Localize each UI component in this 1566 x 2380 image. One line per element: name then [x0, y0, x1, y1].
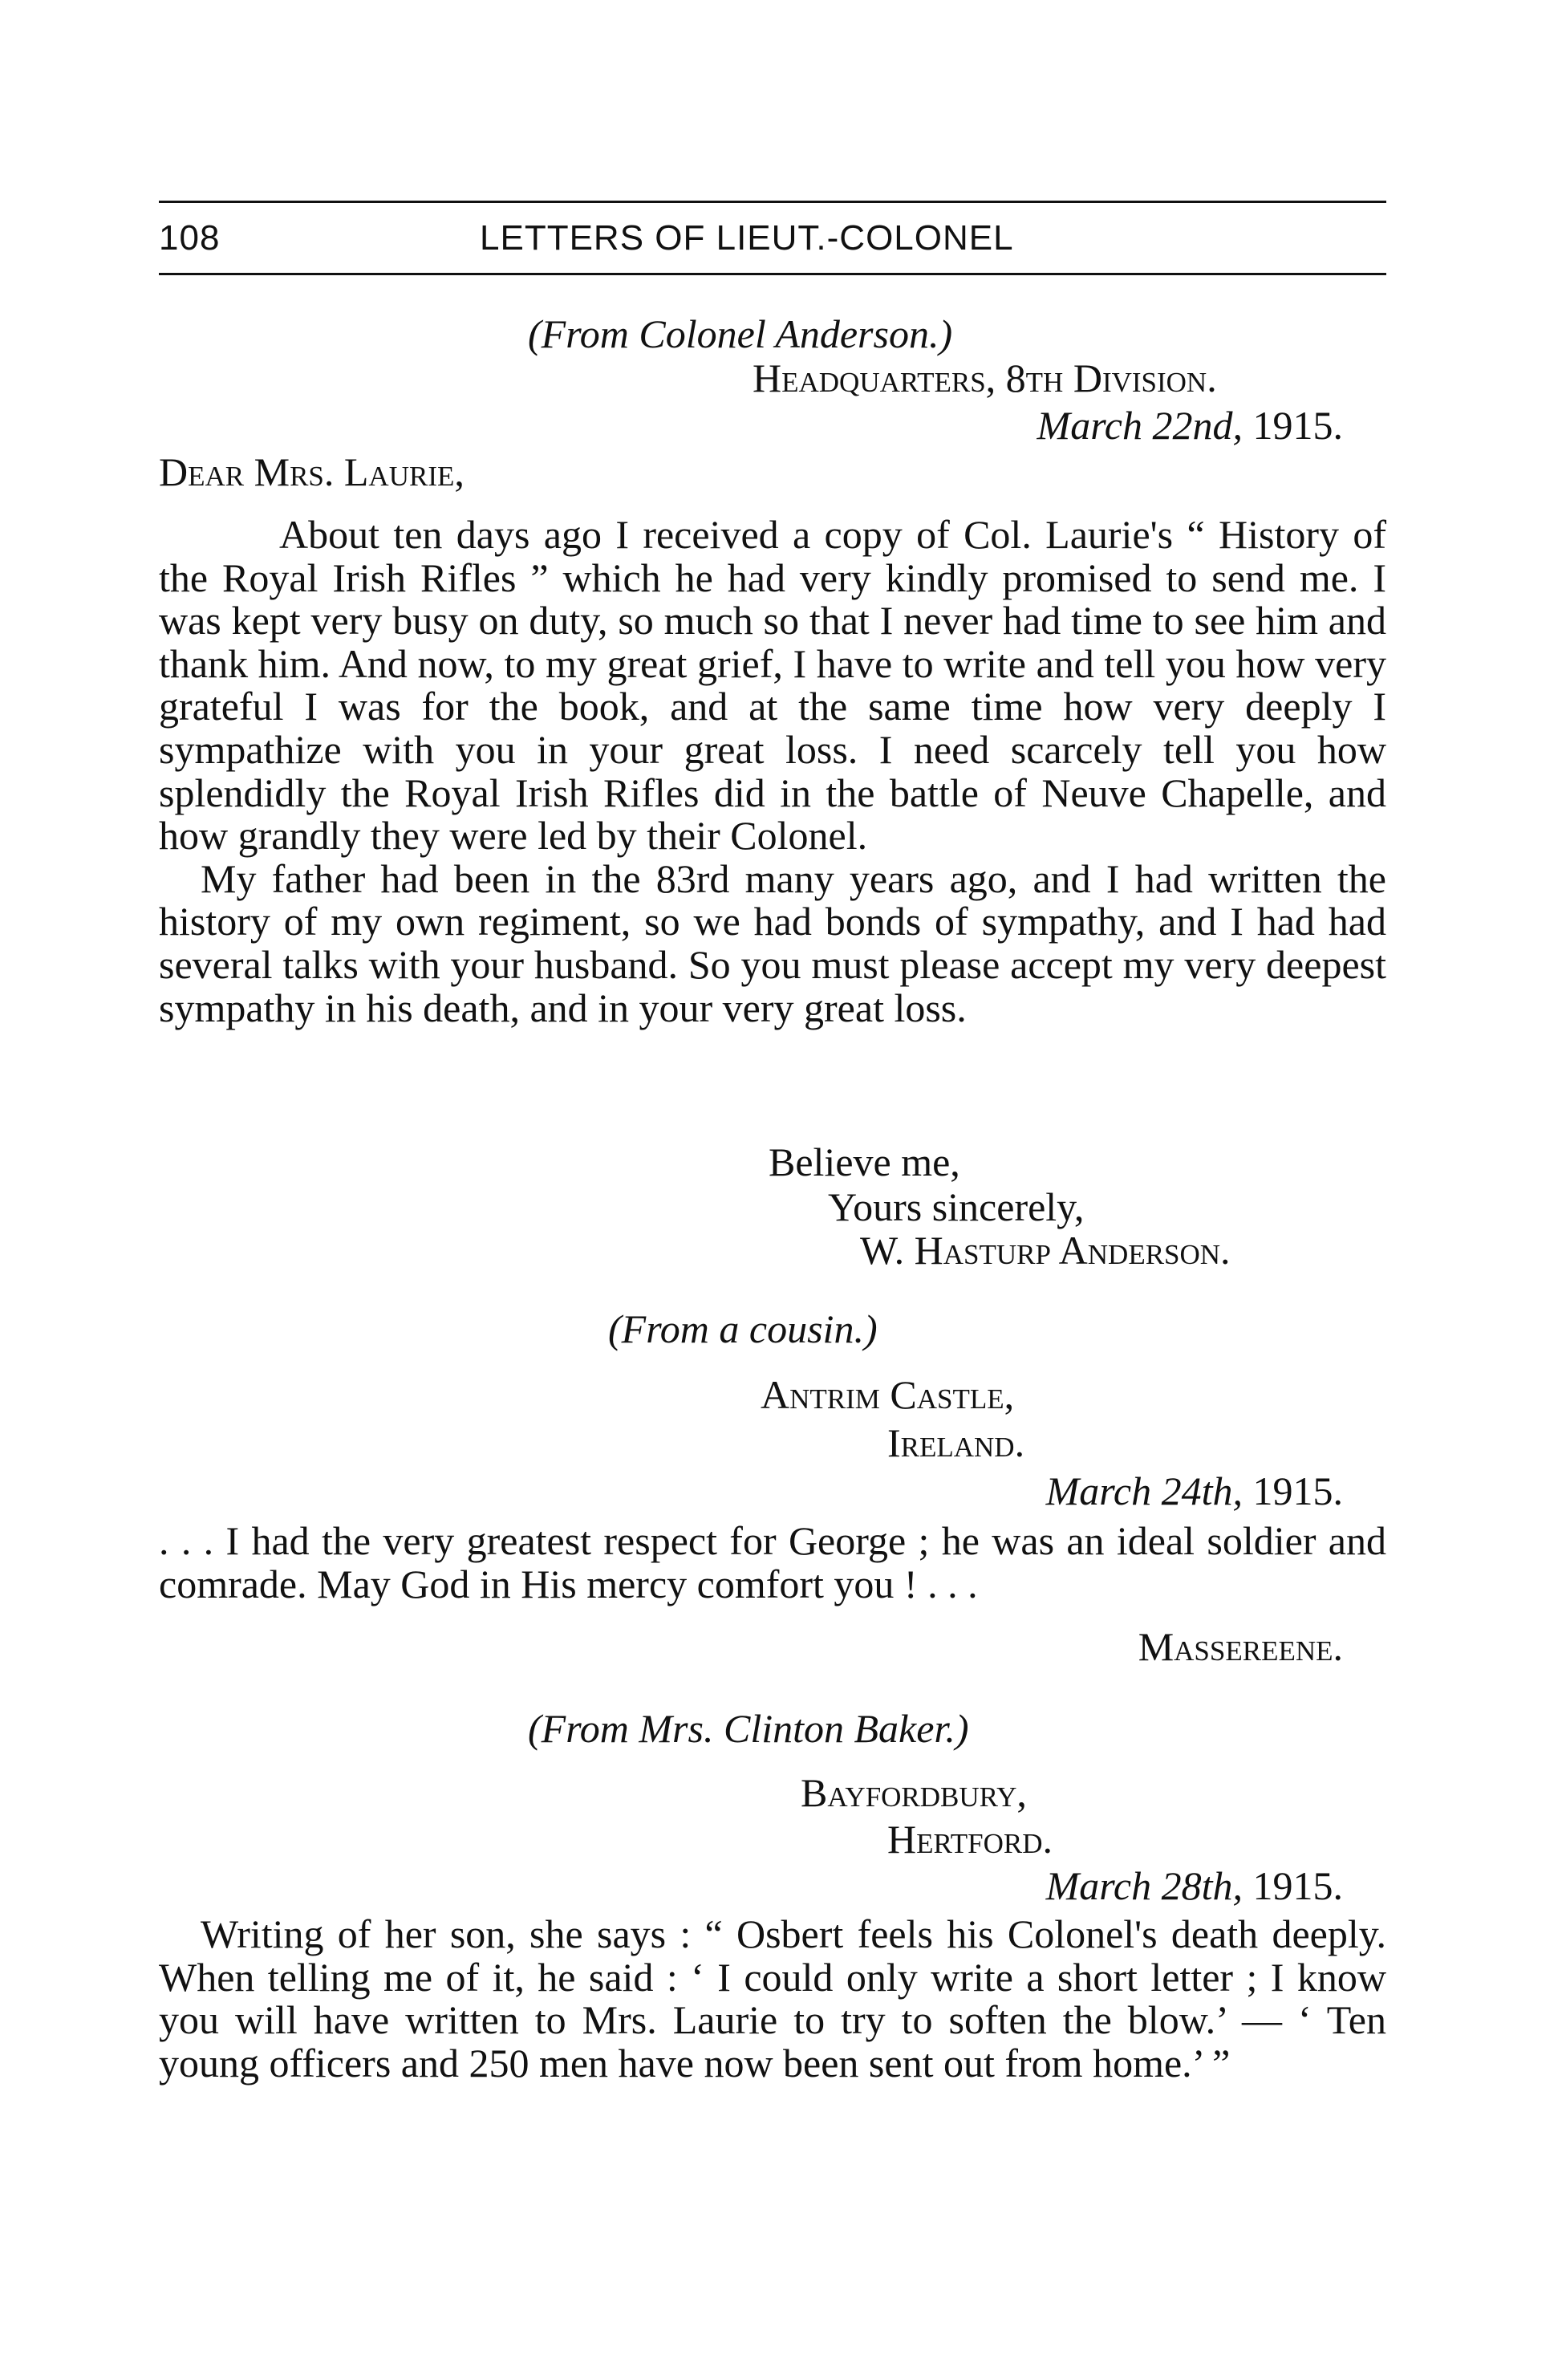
letter3-body — [159, 1913, 1386, 2085]
letter1-date: March 22nd, 1915. — [1037, 403, 1343, 448]
letter1-paragraph-1: About ten days ago I received a copy of Col. Laurie's “ History of the Royal Irish Rifles ” which he had very kindly promised to send me. I was kept very busy on duty, so much so that I never had time to see him and thank him. And now, to my great grief, I have to write and tell you how very grateful I was for the book, and at the same time how very deeply I sympathize with you in your great loss. I need scarcely tell you how splendidly the Royal Irish Rifles did in the battle of Neuve Chapelle, and how grandly they were led by their Colonel. — [159, 512, 1386, 859]
letter1-signature: W. Hasturp Anderson. — [860, 1228, 1231, 1273]
letter2-date: March 24th, 1915. — [1045, 1468, 1343, 1513]
letter2-source: (From a cousin.) — [608, 1306, 878, 1351]
letter2-text: . . . I had the very greatest respect for George ; he was an ideal soldier and comrade. May God in His mercy comfort you ! . . . — [159, 1518, 1386, 1606]
letter1-closing-2: Yours sincerely, — [828, 1184, 1085, 1229]
header-rule-top — [159, 201, 1386, 203]
letter3-text: Writing of her son, she says : “ Osbert feels his Colonel's death deeply. When telling me of it, he said : ‘ I could only write a short letter ; I know you will have written to Mrs. Laurie to try to soften the blow.’ — ‘ Ten young officers and 250 men have now been sent out from home.’ ” — [159, 1911, 1386, 2086]
letter3-address-2: Hertford. — [887, 1817, 1053, 1862]
letter1-body — [159, 514, 1386, 1030]
letter2-signature: Massereene. — [1138, 1624, 1343, 1669]
page-number: 108 — [159, 218, 221, 258]
letter2-body — [159, 1520, 1386, 1606]
letter3-date: March 28th, 1915. — [1045, 1863, 1343, 1908]
letter3-address-1: Bayfordbury, — [801, 1770, 1027, 1815]
running-title: LETTERS OF LIEUT.-COLONEL — [480, 218, 1014, 258]
letter3-source: (From Mrs. Clinton Baker.) — [528, 1706, 969, 1751]
header-rule-bottom — [159, 273, 1386, 275]
letter1-source: (From Colonel Anderson.) — [528, 311, 953, 356]
letter2-address-1: Antrim Castle, — [761, 1372, 1015, 1417]
letter1-closing-1: Believe me, — [769, 1139, 960, 1184]
letter1-paragraph-2: My father had been in the 83rd many years ago, and I had written the history of my own regiment, so we had bonds of sympathy, and I had had several talks with your husband. So you must please accept my very deepest sympathy in his death, and in your very great loss. — [159, 855, 1386, 1030]
letter2-address-2: Ireland. — [887, 1420, 1025, 1465]
letter1-address: Headquarters, 8th Division. — [753, 355, 1217, 400]
letter1-salutation: Dear Mrs. Laurie, — [159, 449, 465, 494]
